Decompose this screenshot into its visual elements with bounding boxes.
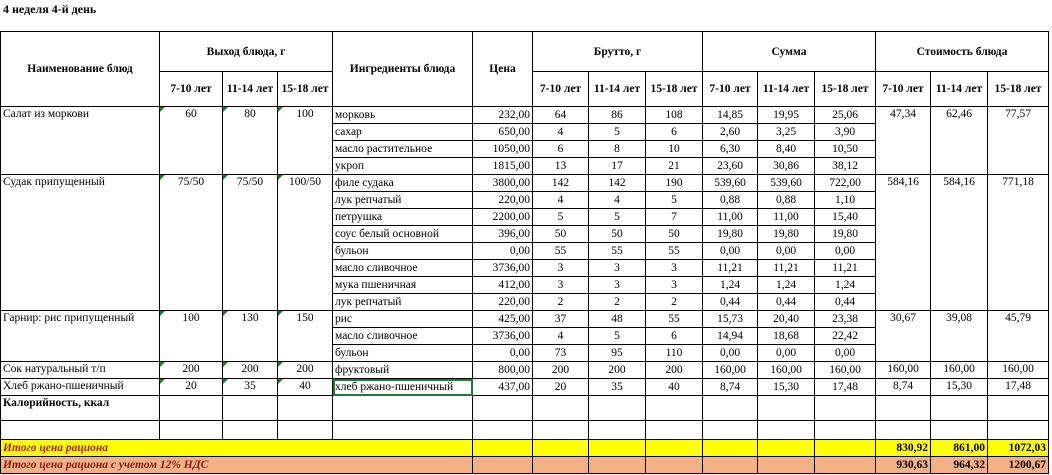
dish-name[interactable]: Сок натуральный т/п xyxy=(1,362,160,379)
cell[interactable] xyxy=(589,421,646,440)
ingredient-sum[interactable]: 539,60 xyxy=(758,175,815,192)
header-price: Цена xyxy=(473,32,533,107)
table-body xyxy=(1,107,1049,396)
ingredient-brutto[interactable]: 48 xyxy=(589,311,646,328)
ingredient-sum[interactable]: 0,88 xyxy=(703,192,758,209)
ingredient-sum[interactable]: 15,30 xyxy=(758,379,815,396)
dish-cost[interactable]: 584,16 xyxy=(931,175,988,311)
dish-cost[interactable]: 17,48 xyxy=(988,379,1049,396)
ingredient-price[interactable]: 1050,00 xyxy=(473,141,533,158)
ingredient-brutto[interactable]: 86 xyxy=(589,107,646,124)
ingredient-price[interactable]: 412,00 xyxy=(473,277,533,294)
cell[interactable] xyxy=(473,396,533,421)
dish-cost[interactable]: 30,67 xyxy=(876,311,931,362)
ingredient-sum[interactable]: 11,00 xyxy=(758,209,815,226)
ingredient-name[interactable]: укроп xyxy=(333,158,473,175)
calories-label[interactable]: Калорийность, ккал xyxy=(1,396,160,421)
cell[interactable] xyxy=(931,421,988,440)
dish-cost[interactable]: 160,00 xyxy=(988,362,1049,379)
ingredient-brutto[interactable]: 4 xyxy=(589,192,646,209)
ingredient-sum[interactable]: 160,00 xyxy=(815,362,876,379)
dish-output[interactable] xyxy=(278,175,333,311)
dish-output[interactable] xyxy=(223,311,278,362)
dish-output[interactable] xyxy=(223,379,278,396)
ingredient-brutto[interactable]: 55 xyxy=(589,243,646,260)
ingredient-sum[interactable]: 10,50 xyxy=(815,141,876,158)
cell[interactable] xyxy=(703,421,758,440)
ingredient-price[interactable]: 232,00 xyxy=(473,107,533,124)
ingredient-sum[interactable]: 15,40 xyxy=(815,209,876,226)
header-age-sum-3: 15-18 лет xyxy=(815,72,876,107)
ingredient-sum[interactable]: 1,10 xyxy=(815,192,876,209)
dish-output-value: 200 xyxy=(296,363,314,375)
cell[interactable] xyxy=(533,440,589,457)
header-age-cost-1: 7-10 лет xyxy=(876,72,931,107)
ingredient-price[interactable]: 220,00 xyxy=(473,294,533,311)
comment-marker-icon xyxy=(223,107,228,112)
table-row xyxy=(1,379,1049,396)
ingredient-brutto[interactable]: 4 xyxy=(533,192,589,209)
ingredient-brutto[interactable]: 10 xyxy=(646,141,703,158)
ingredient-brutto[interactable]: 17 xyxy=(589,158,646,175)
dish-output-value: 20 xyxy=(185,380,197,392)
comment-marker-icon xyxy=(278,311,283,316)
ingredient-sum[interactable]: 0,00 xyxy=(815,243,876,260)
ingredient-price[interactable]: 425,00 xyxy=(473,311,533,328)
ingredient-sum[interactable]: 38,12 xyxy=(815,158,876,175)
ration-vat-row xyxy=(1,457,1049,474)
dish-output-value: 75/50 xyxy=(177,176,205,188)
ingredient-sum[interactable]: 3,90 xyxy=(815,124,876,141)
dish-output-value: 130 xyxy=(241,312,259,324)
dish-output[interactable] xyxy=(278,379,333,396)
dish-output-value: 100/50 xyxy=(289,176,321,188)
ingredient-price[interactable]: 437,00 xyxy=(473,379,533,396)
cell[interactable] xyxy=(589,396,646,421)
ingredient-brutto[interactable]: 3 xyxy=(533,260,589,277)
header-age-brutto-2: 11-14 лет xyxy=(589,72,646,107)
table-row xyxy=(1,311,1049,328)
ingredient-name[interactable]: сахар xyxy=(333,124,473,141)
ingredient-sum[interactable]: 539,60 xyxy=(703,175,758,192)
ingredient-brutto[interactable]: 50 xyxy=(533,226,589,243)
dish-output[interactable] xyxy=(223,362,278,379)
dish-cost[interactable]: 160,00 xyxy=(876,362,931,379)
ingredient-sum[interactable]: 15,73 xyxy=(703,311,758,328)
comment-marker-icon xyxy=(160,107,165,112)
ingredient-sum[interactable]: 0,00 xyxy=(758,243,815,260)
ingredient-brutto[interactable]: 2 xyxy=(533,294,589,311)
cell[interactable] xyxy=(473,440,533,457)
ingredient-brutto[interactable]: 142 xyxy=(533,175,589,192)
ingredient-brutto[interactable]: 200 xyxy=(533,362,589,379)
ingredient-brutto[interactable]: 37 xyxy=(533,311,589,328)
ingredient-sum[interactable]: 19,95 xyxy=(758,107,815,124)
dish-output-value: 75/50 xyxy=(236,176,264,188)
comment-marker-icon xyxy=(223,311,228,316)
dish-cost[interactable]: 47,34 xyxy=(876,107,931,175)
ingredient-brutto[interactable]: 200 xyxy=(646,362,703,379)
cell[interactable] xyxy=(815,396,876,421)
comment-marker-icon xyxy=(223,379,228,384)
dish-output[interactable] xyxy=(278,107,333,175)
dish-output-value: 200 xyxy=(182,363,200,375)
cell[interactable] xyxy=(1,421,160,440)
ration-vat-15-18[interactable]: 1200,67 xyxy=(988,457,1049,474)
cell[interactable] xyxy=(646,457,703,474)
sheet-title: 4 неделя 4-й день xyxy=(3,2,97,16)
ingredient-name[interactable]: лук репчатый xyxy=(333,192,473,209)
ingredient-sum[interactable]: 14,85 xyxy=(703,107,758,124)
header-age-sum-2: 11-14 лет xyxy=(758,72,815,107)
header-age-sum-1: 7-10 лет xyxy=(703,72,758,107)
ingredient-brutto[interactable]: 50 xyxy=(589,226,646,243)
cell[interactable] xyxy=(646,440,703,457)
ingredient-brutto[interactable]: 8 xyxy=(589,141,646,158)
comment-marker-icon xyxy=(223,362,228,367)
dish-output-value: 100 xyxy=(182,312,200,324)
dish-output-value: 60 xyxy=(185,108,197,120)
ingredient-brutto[interactable]: 6 xyxy=(533,141,589,158)
ingredient-name[interactable]: петрушка xyxy=(333,209,473,226)
ingredient-brutto[interactable]: 5 xyxy=(589,124,646,141)
header-dish-cost: Стоимость блюда xyxy=(876,32,1049,72)
ingredient-brutto[interactable]: 3 xyxy=(646,277,703,294)
dish-output[interactable] xyxy=(160,379,223,396)
ingredient-sum[interactable]: 160,00 xyxy=(703,362,758,379)
ration-total-row xyxy=(1,440,1049,457)
ingredient-sum[interactable]: 0,00 xyxy=(815,345,876,362)
ingredient-brutto[interactable]: 200 xyxy=(589,362,646,379)
ingredient-sum[interactable]: 22,42 xyxy=(815,328,876,345)
header-age-output-2: 11-14 лет xyxy=(223,72,278,107)
comment-marker-icon xyxy=(160,175,165,180)
ingredient-brutto[interactable]: 5 xyxy=(533,209,589,226)
dish-output-value: 150 xyxy=(296,312,314,324)
ingredient-sum[interactable]: 14,94 xyxy=(703,328,758,345)
ingredient-sum[interactable]: 2,60 xyxy=(703,124,758,141)
ration-total-11-14[interactable]: 861,00 xyxy=(931,440,988,457)
ingredient-sum[interactable]: 0,00 xyxy=(703,345,758,362)
header-age-cost-2: 11-14 лет xyxy=(931,72,988,107)
cell[interactable] xyxy=(160,396,223,421)
ingredient-brutto[interactable]: 2 xyxy=(646,294,703,311)
ingredient-name[interactable]: масло растительное xyxy=(333,141,473,158)
cell[interactable] xyxy=(278,421,333,440)
cell[interactable] xyxy=(646,421,703,440)
header-brutto: Брутто, г xyxy=(533,32,703,72)
ingredient-brutto[interactable]: 6 xyxy=(646,124,703,141)
cell[interactable] xyxy=(278,396,333,421)
ingredient-sum[interactable]: 6,30 xyxy=(703,141,758,158)
ingredient-brutto[interactable]: 73 xyxy=(533,345,589,362)
cell[interactable] xyxy=(703,396,758,421)
ingredient-sum[interactable]: 160,00 xyxy=(758,362,815,379)
ingredient-sum[interactable]: 20,40 xyxy=(758,311,815,328)
ingredient-sum[interactable]: 23,60 xyxy=(703,158,758,175)
dish-output-value: 35 xyxy=(244,380,256,392)
ingredient-name[interactable]: филе судака xyxy=(333,175,473,192)
ingredient-sum[interactable]: 19,80 xyxy=(815,226,876,243)
ingredient-brutto[interactable]: 7 xyxy=(646,209,703,226)
dish-cost[interactable]: 39,08 xyxy=(931,311,988,362)
ingredient-brutto[interactable]: 20 xyxy=(533,379,589,396)
dish-output[interactable] xyxy=(160,311,223,362)
ingredient-brutto[interactable]: 4 xyxy=(533,328,589,345)
ingredient-sum[interactable]: 0,00 xyxy=(758,345,815,362)
ingredient-sum[interactable]: 8,40 xyxy=(758,141,815,158)
dish-output-value: 80 xyxy=(244,108,256,120)
cell[interactable] xyxy=(758,421,815,440)
dish-cost[interactable]: 160,00 xyxy=(931,362,988,379)
ingredient-price[interactable]: 650,00 xyxy=(473,124,533,141)
cell[interactable] xyxy=(589,440,646,457)
ingredient-brutto[interactable]: 35 xyxy=(589,379,646,396)
ingredient-sum[interactable]: 722,00 xyxy=(815,175,876,192)
ingredient-brutto[interactable]: 55 xyxy=(646,243,703,260)
cell[interactable] xyxy=(815,421,876,440)
ingredient-name[interactable]: бульон xyxy=(333,243,473,260)
ingredient-brutto[interactable]: 5 xyxy=(589,328,646,345)
ingredient-brutto[interactable]: 55 xyxy=(646,311,703,328)
ingredient-sum[interactable]: 0,44 xyxy=(758,294,815,311)
cell[interactable] xyxy=(533,421,589,440)
dish-cost[interactable]: 771,18 xyxy=(988,175,1049,311)
ration-vat-label[interactable]: Итого цена рациона с учетом 12% НДС xyxy=(1,457,473,474)
ingredient-sum[interactable]: 0,88 xyxy=(758,192,815,209)
ingredient-brutto[interactable]: 3 xyxy=(589,260,646,277)
dish-cost[interactable]: 584,16 xyxy=(876,175,931,311)
dish-output-value: 200 xyxy=(241,363,259,375)
dish-output[interactable] xyxy=(278,362,333,379)
cell[interactable] xyxy=(876,396,931,421)
ingredient-sum[interactable]: 8,74 xyxy=(703,379,758,396)
dish-name[interactable]: Судак припущенный xyxy=(1,175,160,311)
cell[interactable] xyxy=(758,457,815,474)
ingredient-name[interactable]: рис xyxy=(333,311,473,328)
header-ingredients: Ингредиенты блюда xyxy=(333,32,473,107)
ingredient-name[interactable]: бульон xyxy=(333,345,473,362)
ingredient-sum[interactable]: 11,21 xyxy=(758,260,815,277)
dish-name[interactable]: Гарнир: рис припущенный xyxy=(1,311,160,362)
ingredient-name[interactable]: масло сливочное xyxy=(333,328,473,345)
ingredient-brutto[interactable]: 55 xyxy=(533,243,589,260)
comment-marker-icon xyxy=(278,107,283,112)
cell[interactable] xyxy=(703,457,758,474)
cell[interactable] xyxy=(758,440,815,457)
ingredient-brutto[interactable]: 13 xyxy=(533,158,589,175)
ingredient-price[interactable]: 800,00 xyxy=(473,362,533,379)
dish-output[interactable] xyxy=(160,362,223,379)
cell[interactable] xyxy=(876,421,931,440)
ingredient-sum[interactable]: 1,24 xyxy=(758,277,815,294)
ingredient-name[interactable]: фруктовый xyxy=(333,362,473,379)
ingredient-sum[interactable]: 0,00 xyxy=(703,243,758,260)
header-age-output-1: 7-10 лет xyxy=(160,72,223,107)
cell[interactable] xyxy=(931,396,988,421)
ingredient-price[interactable]: 3800,00 xyxy=(473,175,533,192)
ingredient-price[interactable]: 396,00 xyxy=(473,226,533,243)
ingredient-brutto[interactable]: 4 xyxy=(533,124,589,141)
ingredient-sum[interactable]: 17,48 xyxy=(815,379,876,396)
ingredient-name[interactable]: соус белый основной xyxy=(333,226,473,243)
ingredient-price[interactable]: 220,00 xyxy=(473,192,533,209)
cell[interactable] xyxy=(333,421,473,440)
cell[interactable] xyxy=(160,421,223,440)
ingredient-price[interactable]: 0,00 xyxy=(473,345,533,362)
ingredient-sum[interactable]: 23,38 xyxy=(815,311,876,328)
ingredient-sum[interactable]: 19,80 xyxy=(758,226,815,243)
comment-marker-icon xyxy=(160,311,165,316)
ingredient-brutto[interactable]: 64 xyxy=(533,107,589,124)
dish-output[interactable] xyxy=(278,311,333,362)
dish-cost[interactable]: 77,57 xyxy=(988,107,1049,175)
ration-total-15-18[interactable]: 1072,03 xyxy=(988,440,1049,457)
dish-output[interactable] xyxy=(223,107,278,175)
ingredient-brutto[interactable]: 110 xyxy=(646,345,703,362)
ingredient-brutto[interactable]: 6 xyxy=(646,328,703,345)
cell[interactable] xyxy=(815,440,876,457)
comment-marker-icon xyxy=(160,362,165,367)
cell[interactable] xyxy=(533,457,589,474)
ingredient-brutto[interactable]: 2 xyxy=(589,294,646,311)
ingredient-sum[interactable]: 11,21 xyxy=(815,260,876,277)
menu-cost-table xyxy=(0,31,1049,474)
comment-marker-icon xyxy=(278,175,283,180)
ingredient-name[interactable]: лук репчатый xyxy=(333,294,473,311)
ingredient-brutto[interactable]: 5 xyxy=(589,209,646,226)
ingredient-sum[interactable]: 25,06 xyxy=(815,107,876,124)
header-sum: Сумма xyxy=(703,32,876,72)
ingredient-price[interactable]: 1815,00 xyxy=(473,158,533,175)
dish-cost[interactable]: 8,74 xyxy=(876,379,931,396)
ingredient-sum[interactable]: 18,68 xyxy=(758,328,815,345)
dish-output[interactable] xyxy=(160,175,223,311)
ingredient-brutto[interactable]: 190 xyxy=(646,175,703,192)
dish-cost[interactable]: 15,30 xyxy=(931,379,988,396)
header-output: Выход блюда, г xyxy=(160,32,333,72)
ingredient-brutto[interactable]: 50 xyxy=(646,226,703,243)
ration-vat-7-10[interactable]: 930,63 xyxy=(876,457,931,474)
dish-name[interactable]: Салат из моркови xyxy=(1,107,160,175)
ingredient-brutto[interactable]: 108 xyxy=(646,107,703,124)
ingredient-sum[interactable]: 1,24 xyxy=(703,277,758,294)
cell[interactable] xyxy=(988,396,1049,421)
ingredient-sum[interactable]: 1,24 xyxy=(815,277,876,294)
cell[interactable] xyxy=(589,457,646,474)
cell[interactable] xyxy=(815,457,876,474)
cell[interactable] xyxy=(223,421,278,440)
ingredient-name[interactable]: морковь xyxy=(333,107,473,124)
header-age-cost-3: 15-18 лет xyxy=(988,72,1049,107)
dish-cost[interactable]: 45,79 xyxy=(988,311,1049,362)
cell[interactable] xyxy=(223,396,278,421)
ingredient-sum[interactable]: 3,25 xyxy=(758,124,815,141)
cell[interactable] xyxy=(473,421,533,440)
comment-marker-icon xyxy=(278,362,283,367)
cell[interactable] xyxy=(703,440,758,457)
ingredient-price[interactable]: 0,00 xyxy=(473,243,533,260)
ingredient-sum[interactable]: 19,80 xyxy=(703,226,758,243)
ingredient-sum[interactable]: 30,86 xyxy=(758,158,815,175)
ingredient-price[interactable]: 3736,00 xyxy=(473,260,533,277)
cell[interactable] xyxy=(333,396,473,421)
comment-marker-icon xyxy=(223,175,228,180)
header-age-brutto-3: 15-18 лет xyxy=(646,72,703,107)
ration-total-label[interactable]: Итого цена рациона xyxy=(1,440,473,457)
ingredient-price[interactable]: 3736,00 xyxy=(473,328,533,345)
cell[interactable] xyxy=(646,396,703,421)
table-row xyxy=(1,362,1049,379)
comment-marker-icon xyxy=(160,379,165,384)
ingredient-sum[interactable]: 0,44 xyxy=(703,294,758,311)
ingredient-brutto[interactable]: 5 xyxy=(646,192,703,209)
ingredient-brutto[interactable]: 95 xyxy=(589,345,646,362)
ingredient-name[interactable]: мука пшеничная xyxy=(333,277,473,294)
cell[interactable] xyxy=(533,396,589,421)
table-row xyxy=(1,175,1049,192)
ingredient-brutto[interactable]: 40 xyxy=(646,379,703,396)
comment-marker-icon xyxy=(278,379,283,384)
header-age-brutto-1: 7-10 лет xyxy=(533,72,589,107)
ration-vat-11-14[interactable]: 964,32 xyxy=(931,457,988,474)
dish-output[interactable] xyxy=(160,107,223,175)
cell[interactable] xyxy=(988,421,1049,440)
ingredient-brutto[interactable]: 3 xyxy=(589,277,646,294)
ingredient-brutto[interactable]: 3 xyxy=(646,260,703,277)
dish-output[interactable] xyxy=(223,175,278,311)
dish-cost[interactable]: 62,46 xyxy=(931,107,988,175)
cell[interactable] xyxy=(758,396,815,421)
cell[interactable] xyxy=(473,457,533,474)
ingredient-name[interactable]: масло сливочное xyxy=(333,260,473,277)
ingredient-sum[interactable]: 0,44 xyxy=(815,294,876,311)
ingredient-sum[interactable]: 11,00 xyxy=(703,209,758,226)
ingredient-brutto[interactable]: 142 xyxy=(589,175,646,192)
ingredient-brutto[interactable]: 3 xyxy=(533,277,589,294)
ingredient-name[interactable]: хлеб ржано-пшеничный xyxy=(333,379,473,396)
dish-output-value: 40 xyxy=(299,380,311,392)
dish-name[interactable]: Хлеб ржано-пшеничный xyxy=(1,379,160,396)
ingredient-brutto[interactable]: 21 xyxy=(646,158,703,175)
ration-total-7-10[interactable]: 830,92 xyxy=(876,440,931,457)
header-dish-name: Наименование блюд xyxy=(1,32,160,107)
ingredient-price[interactable]: 2200,00 xyxy=(473,209,533,226)
table-row xyxy=(1,107,1049,124)
header-age-output-3: 15-18 лет xyxy=(278,72,333,107)
ingredient-sum[interactable]: 11,21 xyxy=(703,260,758,277)
dish-output-value: 100 xyxy=(296,108,314,120)
